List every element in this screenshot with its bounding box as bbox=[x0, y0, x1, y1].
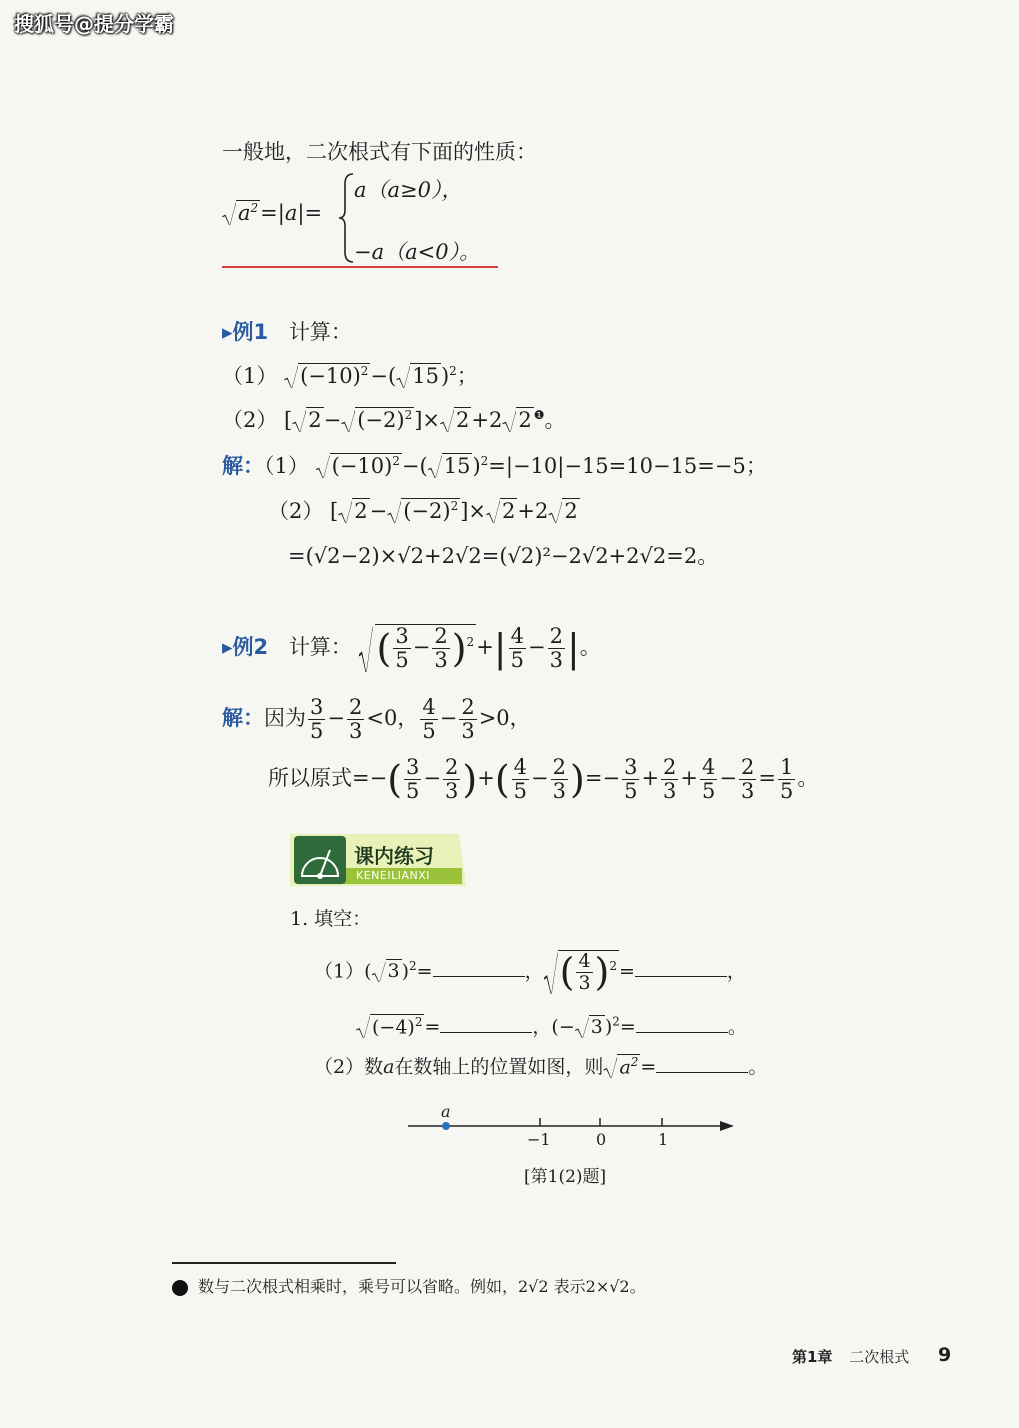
example1-header bbox=[222, 316, 352, 346]
example1-title: 计算： bbox=[288, 320, 352, 344]
question1-title: 1. 填空： bbox=[290, 908, 372, 930]
practice-subtitle: KENEILIANXI bbox=[356, 869, 430, 882]
footnote-divider bbox=[172, 1262, 396, 1264]
example2-header: ▸例2 计算： ( $\frac{3}{5}$ − $\frac{2}{3}$ )$^2$+| $\frac{4}{5}$ − $\frac{2}{3}$ |。 bbox=[222, 624, 601, 673]
solution2-label: 解： bbox=[222, 706, 264, 731]
axis-label-a: a bbox=[441, 1102, 451, 1121]
example1-solution2-line1: （2） [ $2- (-2)^2]\times 2+2$ 2 bbox=[268, 499, 578, 523]
property-formula bbox=[222, 170, 512, 270]
example1-solution2-line2: =(√2−2)×√2+2√2=(√2)²−2√2+2√2=2。 bbox=[288, 544, 719, 568]
page-footer bbox=[792, 1346, 909, 1367]
axis-label-0: 0 bbox=[596, 1130, 607, 1149]
answer-blank[interactable] bbox=[433, 958, 525, 977]
practice-title: 课内练习 bbox=[354, 844, 434, 868]
example2-solution-line1: 解：因为 $\frac{3}{5}$ − $\frac{2}{3}$ <0， $\frac{4}{5}$ − $\frac{2}{3}$ >0， bbox=[222, 695, 531, 744]
chapter-title: 二次根式 bbox=[849, 1348, 910, 1366]
example2-title: 计算： bbox=[288, 635, 352, 660]
axis-label-1: 1 bbox=[658, 1130, 669, 1149]
point-a bbox=[442, 1122, 450, 1130]
practice-banner bbox=[290, 834, 466, 886]
axis-label-neg1: −1 bbox=[527, 1130, 551, 1149]
watermark: 搜狐号@提分学霸 bbox=[14, 12, 174, 36]
answer-blank[interactable] bbox=[440, 1014, 532, 1033]
question1-part1-line1: （1）( 3 )$^2$= ， ( $\frac{4}{3}$ )$^2$ = ， bbox=[314, 950, 746, 995]
footnote: 数与二次根式相乘时，乘号可以省略。例如，2√2 表示2×√2。 bbox=[172, 1274, 646, 1297]
chapter-number: 第1章 bbox=[792, 1348, 833, 1366]
example2-solution-line2: 所以原式=−( $\frac{3}{5}$ − $\frac{2}{3}$ )+( $\frac{4}{5}$ − $\frac{2}{3}$ )=− $\frac{3}{5}$ + $\frac{2}{3}$ + $\frac{4}{5}$ − $\frac{2}{3}$ = $\frac{1}{5}$ 。 bbox=[268, 755, 819, 804]
figure-caption: [第1(2)题] bbox=[524, 1167, 607, 1187]
case-negative: −a（a<0）。 bbox=[354, 240, 481, 264]
page-number: 9 bbox=[938, 1344, 952, 1366]
example2-label: ▸例2 bbox=[222, 635, 269, 660]
arrow-icon bbox=[720, 1121, 734, 1131]
number-line bbox=[400, 1100, 740, 1150]
example1-solution1: 解：（1） $(-10)^2-$( 15)$^2$=|−10|−15=10−15=−5； bbox=[222, 454, 767, 478]
example1-part1: （1） $(-10)^2-$( 15)$^2$； bbox=[222, 364, 478, 388]
underline-red bbox=[222, 266, 498, 268]
answer-blank[interactable] bbox=[656, 1054, 748, 1073]
example1-part2: （2） [ $2- (-2)^2]\times 2+2$ 2 $^❶$。 bbox=[222, 408, 566, 432]
intro-text: 一般地，二次根式有下面的性质： bbox=[222, 140, 537, 164]
protractor-icon bbox=[294, 836, 346, 884]
abs-expression: =|a|= bbox=[260, 201, 323, 225]
example1-label: ▸例1 bbox=[222, 320, 269, 344]
question1-part1-line2: $(-4)^2$ = ，(− 3 )$^2$= 。 bbox=[356, 1012, 747, 1039]
answer-blank[interactable] bbox=[635, 958, 727, 977]
question1-part2: （2）数a在数轴上的位置如图，则 $a^2$ = 。 bbox=[314, 1054, 768, 1078]
footnote-marker-icon bbox=[172, 1280, 188, 1296]
case-nonnegative: a（a≥0）， bbox=[354, 178, 463, 202]
answer-blank[interactable] bbox=[636, 1014, 728, 1033]
solution1-label: 解： bbox=[222, 454, 264, 478]
sqrt-symbol: $a^2$ bbox=[222, 200, 260, 225]
